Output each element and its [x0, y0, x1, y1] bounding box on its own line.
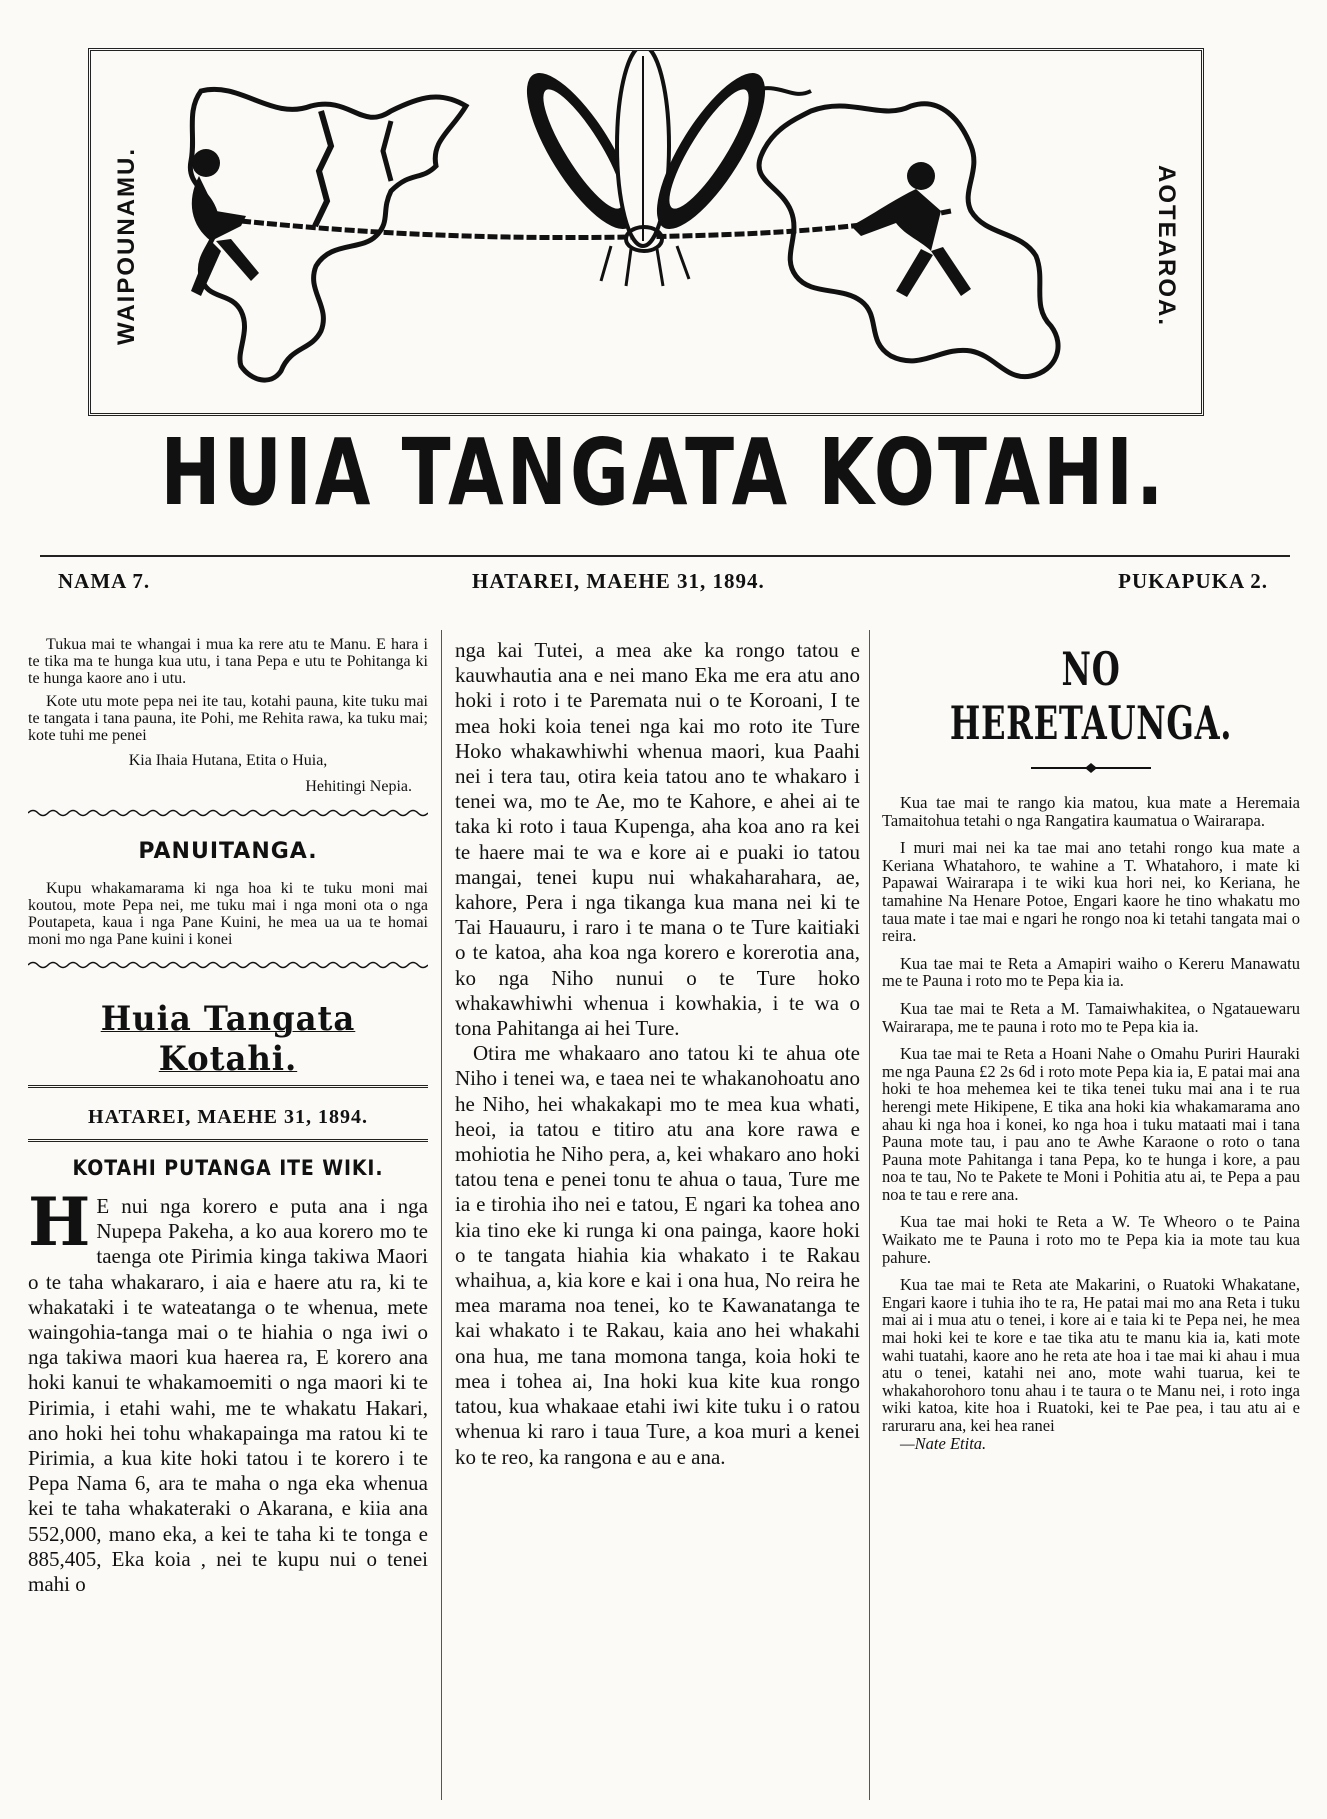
left-range-icon — [383, 121, 391, 181]
wavy-rule — [28, 808, 428, 818]
news-item: Kua tae mai hoki te Reta a W. Te Wheoro o te Paina Waikato me te Pauna i roto mo te Pepa kia ia mote tau kua pahure. — [882, 1212, 1300, 1267]
drop-cap: H — [28, 1183, 91, 1261]
article-heading: KOTAHI PUTANGA ITE WIKI. — [72, 1156, 384, 1180]
double-rule — [28, 1085, 428, 1088]
waipounamu-label: WAIPOUNAMU. — [113, 147, 140, 345]
column-2 — [455, 636, 860, 1470]
section-heading: NO HERETAUNGA. — [949, 642, 1233, 750]
news-item: Kua tae mai te Reta a Hoani Nahe o Omahu Puriri Hauraki me nga Pauna £2 2s 6d i roto mote Pepa kia ia, E patai mai ana hoki te hoa mehemea kei te tika tenei tuku mai ana i te rua herengi mete Hikipene, E tika ana hoki kia whakamarama ano ahau ki nga hoa i konei, ko nga hoa i tuku mataati mai i tana Pauna mote tau, i pau ano te Awhe Karaone o roto o tana Pauna mote Pahitanga i tana Pepa, ko te hunga i kore, a pau noa te tau, No te Pakete te Moni i Pohitia atu ai, te Pepa a pau noa te tau e rere ana. — [882, 1044, 1300, 1204]
news-item: I muri mai nei ka tae mai ano tetahi rongo kua mate a Keriana Whatahoro, te wahine a T. Whatahoro, i mate ki Papawai Wairarapa i te wiki kua hori nei, ko Keriana, he tamahine Na Henare Potoe, Engari kaore he tino whakatu mo taua mate i tae mai e ngari he rongo noa ki tetahi tangata mai o reira. — [882, 838, 1300, 946]
left-river-icon — [315, 111, 331, 226]
newspaper-title: HUIA TANGATA KOTAHI. — [160, 419, 1167, 526]
issue-bar — [40, 555, 1290, 601]
wavy-rule — [28, 960, 428, 970]
news-item: Kua tae mai te Reta ate Makarini, o Ruatoki Whakatane, Engari kaore i tuhia iho te ra, He patai mai mo ana Reta i tuku mai ai i mua atu o tenei, i kore ai e taia ki te Pepa nei, he mea mai hoki kei te kore e tae tika atu te manu kia ia, kati mote wahi tuatahi, kaore ano he reta ate hoa i tae mai ki ahau i mua atu o tenei, katahi nei ano, mote wahi tuarua, kei te whakahorohoro tonu ahau i te taura o te Manu nei, i roto inga wiki katoa, kite hoa i Ruatoki, kei te Pae pea, i tau atu ai e raruraru ana, kei hea ranei — [882, 1275, 1300, 1435]
aotearoa-coast — [759, 104, 1058, 377]
column-rule — [869, 630, 870, 1800]
issue-number: NAMA 7. — [58, 569, 151, 593]
paper-nameplate: Huia Tangata Kotahi. — [100, 999, 356, 1079]
notice-paragraph: Tukua mai te whangai i mua ka rere atu te Manu. E hara i te tika ma te hunga kua utu, i tana Pepa e utu te Pohitanga ki te hunga kaore ano i utu. — [28, 636, 428, 687]
column-rule — [441, 630, 442, 1800]
ornament-divider-icon — [1031, 762, 1151, 774]
masthead-illustration — [88, 48, 1204, 416]
editor-signature: —Nate Etita. — [900, 1433, 987, 1453]
issue-date: HATAREI, MAEHE 31, 1894. — [472, 569, 765, 593]
news-item: Kua tae mai te Reta a Amapiri waiho o Kereru Manawatu me te Pauna i roto mo te Pepa kia ia. — [882, 953, 1300, 991]
article-text — [28, 1183, 428, 1597]
column-3 — [882, 636, 1300, 1462]
masthead-artwork — [91, 51, 1201, 413]
editorial-dateline: HATAREI, MAEHE 31, 1894. — [88, 1106, 368, 1128]
news-item: Kua tae mai te Reta a M. Tamaiwhakitea, o Ngatauewaru Wairarapa, me te pauna i roto mo te Pepa kia ia. — [882, 998, 1300, 1036]
huia-feathers-icon — [508, 51, 784, 286]
article-continued: nga kai Tutei, a mea ake ka rongo tatou e kauwhautia ana e nei mano Eka me era atu ano hoki i roto i te Paremata nui o te Koroani, I te mea hoki koia tenei nga kai mo roto ite Ture Hoko whakawhiwhi whenua maori, kua Paahi nei i tera tau, otira keia tatou ano te whakaro i tenei wa, mo te Ae, mo te Kahore, e ahei ai te taka ki roto i taua Kupenga, aha koa ano ra kei te haere mai te wa e kore ai e puaki io tatou mangai, tenei kupu nui whakaharahara, ae, kahore, Pera i nga tikanga kua mana nei ki te Tai Hauauru, i raro i te mana o te Ture kaitiaki o te katoa, aha koa nga korero e korerotia ana, ko nga Niho nunui o te Ture hoko whakawhiwhi whenua i kowhakia, i te wa o tona Pahitanga ai hei Ture. — [455, 638, 860, 1041]
right-figure-icon — [851, 162, 971, 297]
aotearoa-label: AOTEAROA. — [1153, 165, 1180, 327]
column-1 — [28, 636, 428, 1597]
news-item: Kua tae mai te rango kia matou, kua mate a Heremaia Tamaitohua tetahi o nga Rangatira kaumatua o Wairarapa. — [882, 793, 1300, 830]
double-rule — [28, 1139, 428, 1142]
article-paragraph: Otira me whakaaro ano tatou ki te ahua ote Niho i tenei wa, e taea nei te whakanohoatu ano he Niho, hei whakakapi mo te mea kua whati, heoi, ia tatou e titiro atu ana kore rawa e mohiotia he Niho pera, a, kei whakaro ano hoki tatou tena e penei tonu te ahua o taua, Ture me ia e tirohia iho nei e tatou, E ngari ka tohea ano kia tino eke ki runga ki ona painga, kaore hoki o te tangata hiahia kia whakato i te Rakau whaihua, a, kia kore e kai i ona hua, No reira he mea marama noa tenei, ko te Kawanatanga te kai whakato i te Rakau, kaia ano hei whakahi ona hua, me tana momona tanga, koia hoki te mea i tohea ai, Ina hoki kua kite kua rongo tatou, kua whakaae etahi iwi kite tuku i o ratou whenua ki raro i taua Ture, a koa muri a kenei ko te reo, ka rangona e au e ana. — [455, 1041, 860, 1469]
panuitanga-heading: PANUITANGA. — [138, 839, 318, 864]
notice-paragraph: Kote utu mote pepa nei ite tau, kotahi pauna, kite tuku mai te tangata i tana pauna, ite Pohi, me Rehita rawa, ka tuku mai; kote tuhi me penei — [28, 693, 428, 744]
notice-signature: Hehitingi Nepia. — [305, 778, 412, 795]
article-body: E nui nga korero e puta ana i nga Nupepa Pakeha, a ko aua korero mo te taenga ote Pirimia kinga takiwa Maori o te taha whakararo, i aia e haere atu ra, ki te whakataki i te wateatanga o te whenua, mete waingohia-tanga mai o te hiahia o nga iwi o nga takiwa maori kua haerea ra, E korero ana hoki kanui te whakamoemiti o nga maori ki te Pirimia, i etahi wahi, me te whakatu Hakari, ano hoki hei tohu whakapainga ma ratou ki te Pirimia, a kua kite hoki tatou i te korero i te Pepa Nama 6, ara te maha o nga eka whenua kei te taha whakateraki o Akarana, e kiia ana 552,000, mano eka, a kei te taha ki te tonga e 885,405, Eka koia , nei te kupu nui o tenei mahi o — [28, 1194, 428, 1597]
issue-volume: PUKAPUKA 2. — [1118, 569, 1268, 593]
notice-signature: Kia Ihaia Hutana, Etita o Huia, — [128, 752, 328, 769]
panuitanga-text: Kupu whakamarama ki nga hoa ki te tuku moni mai koutou, mote Pepa nei, me tuku mai i nga moni ota o nga Poutapeta, kaua i nga Pane Kuini, he mea ua ua te homai moni mo nga Pane kuini i konei — [28, 880, 428, 948]
